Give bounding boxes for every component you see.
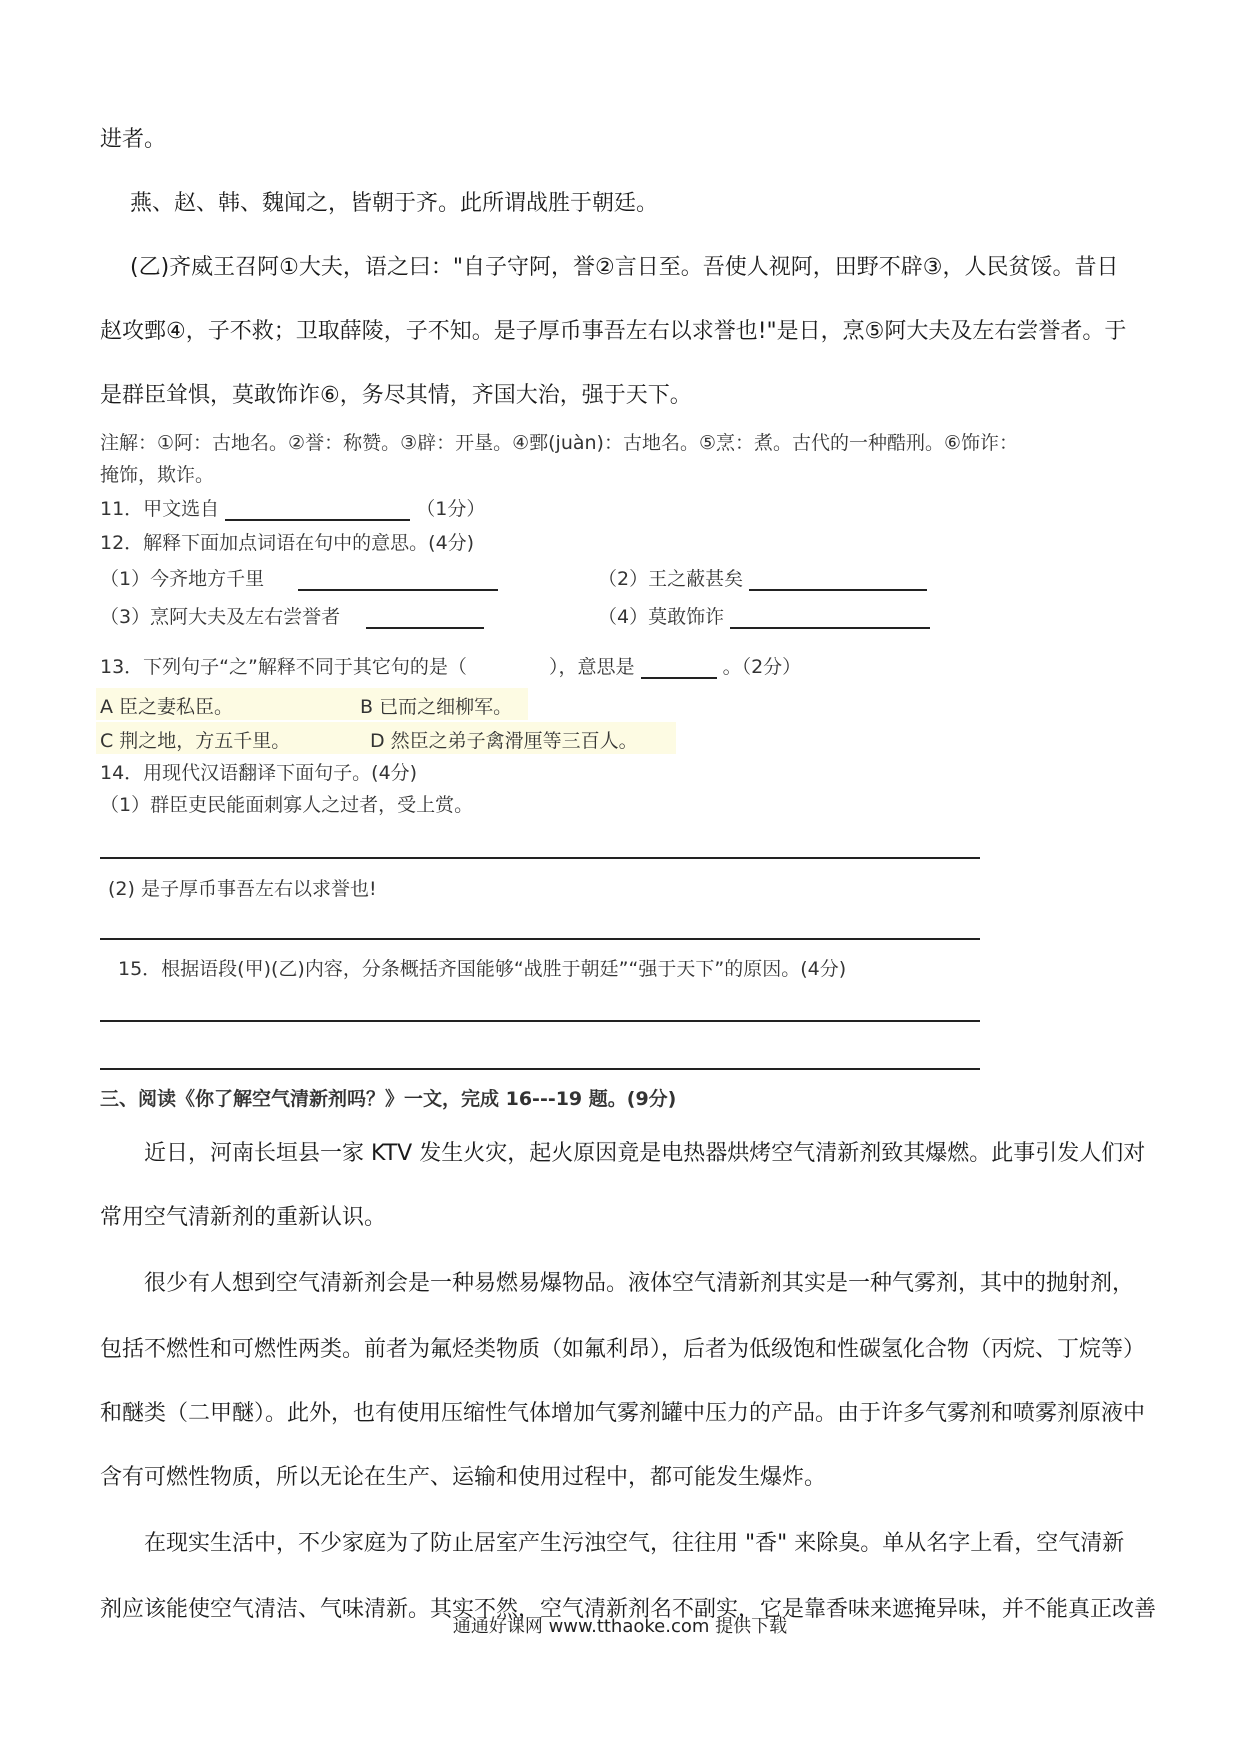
q11-prefix: 11．甲文选自	[100, 498, 220, 520]
q15-stem: 15．根据语段(甲)(乙)内容，分条概括齐国能够“战胜于朝廷”“强于天下”的原因。(4分)	[118, 958, 847, 980]
q15-answer-line-2[interactable]	[100, 1068, 980, 1070]
section3-p2-line3: 和醚类（二甲醚）。此外，也有使用压缩性气体增加气雾剂罐中压力的产品。由于许多气雾剂和喷雾剂原液中	[100, 1401, 1146, 1426]
question-13	[100, 652, 801, 679]
passage-jia-last: 燕、赵、韩、魏闻之，皆朝于齐。此所谓战胜于朝廷。	[130, 191, 659, 216]
passage-yi-line1: (乙)齐威王召阿①大夫，语之曰："自子守阿，誉②言日至。吾使人视阿，田野不辟③，人民贫馁。昔日	[130, 255, 1119, 280]
section3-p2-line1: 很少有人想到空气清新剂会是一种易燃易爆物品。液体空气清新剂其实是一种气雾剂，其中的抛射剂，	[144, 1271, 1135, 1296]
section3-p3-line2: 剂应该能使空气清洁、气味清新。其实不然，空气清新剂名不副实，它是靠香味来遮掩异味，并不能真正改善	[100, 1597, 1157, 1622]
q14-answer-line-2[interactable]	[100, 938, 980, 940]
q13-option-c: C 荆之地，方五千里。	[100, 730, 291, 752]
q13-suffix: 。（2分）	[722, 656, 802, 678]
q12-item-2-label: （2）王之蔽甚矣	[598, 568, 744, 590]
section3-p3-line1: 在现实生活中，不少家庭为了防止居室产生污浊空气，往往用 "香" 来除臭。单从名字上看，空气清新	[144, 1531, 1125, 1556]
q12-item-2-blank[interactable]	[749, 569, 927, 591]
notes-line1: 注解：①阿：古地名。②誉：称赞。③辟：开垦。④鄄(juàn)：古地名。⑤烹：煮。古代的一种酷刑。⑥饰诈：	[100, 432, 1019, 454]
q15-answer-line-1[interactable]	[100, 1020, 980, 1022]
section3-p1-line1: 近日，河南长垣县一家 KTV 发生火灾，起火原因竟是电热器烘烤空气清新剂致其爆燃。此事引发人们对	[144, 1141, 1146, 1166]
q12-item-1-label: （1）今齐地方千里	[100, 568, 265, 590]
q12-item-3	[100, 602, 484, 629]
q14-sentence-2: (2) 是子厚币事吾左右以求誉也!	[108, 878, 377, 900]
passage-yi-line3: 是群臣耸惧，莫敢饰诈⑥，务尽其情，齐国大治，强于天下。	[100, 383, 692, 408]
q11-score: （1分）	[416, 498, 486, 520]
q14-stem: 14．用现代汉语翻译下面句子。(4分)	[100, 762, 418, 784]
q12-item-4-label: （4）莫敢饰诈	[598, 606, 725, 628]
section3-p2-line2: 包括不燃性和可燃性两类。前者为氟烃类物质（如氟利昂），后者为低级饱和性碳氢化合物（丙烷、丁烷等）	[100, 1337, 1146, 1362]
q13-option-b: B 已而之细柳军。	[360, 696, 513, 718]
section3-p2-line4: 含有可燃性物质，所以无论在生产、运输和使用过程中，都可能发生爆炸。	[100, 1465, 827, 1490]
q12-item-3-label: （3）烹阿大夫及左右尝誉者	[100, 606, 341, 628]
section3-heading: 三、阅读《你了解空气清新剂吗？》一文，完成 16---19 题。(9分)	[100, 1088, 677, 1110]
section3-p1-line2: 常用空气清新剂的重新认识。	[100, 1205, 387, 1230]
q12-item-4-blank[interactable]	[730, 607, 930, 629]
q12-item-1	[100, 564, 498, 591]
passage-jia-end: 进者。	[100, 127, 167, 152]
q14-answer-line-1[interactable]	[100, 857, 980, 859]
q13-meaning-blank[interactable]	[641, 657, 717, 679]
q13-option-a: A 臣之妻私臣。	[100, 696, 234, 718]
notes-line2: 掩饰，欺诈。	[100, 464, 215, 486]
q12-item-4	[598, 602, 930, 629]
q12-item-3-blank[interactable]	[366, 607, 484, 629]
page-footer: 通通好课网 www.tthaoke.com 提供下载	[452, 1616, 788, 1637]
q14-sentence-1: （1）群臣吏民能面刺寡人之过者，受上赏。	[100, 794, 474, 816]
question-11	[100, 494, 485, 521]
q12-item-1-blank[interactable]	[298, 569, 498, 591]
q13-mid: ），意思是	[548, 656, 635, 678]
q11-answer-blank[interactable]	[225, 499, 410, 521]
passage-yi-line2: 赵攻鄄④，子不救；卫取薛陵，子不知。是子厚币事吾左右以求誉也!"是日，烹⑤阿大夫及左右尝誉者。于	[100, 319, 1127, 344]
q12-stem: 12．解释下面加点词语在句中的意思。(4分)	[100, 532, 475, 554]
q12-item-2	[598, 564, 927, 591]
q13-prefix: 13．下列句子“之”解释不同于其它句的是（	[100, 656, 467, 678]
q13-option-d: D 然臣之弟子禽滑厘等三百人。	[370, 730, 638, 752]
